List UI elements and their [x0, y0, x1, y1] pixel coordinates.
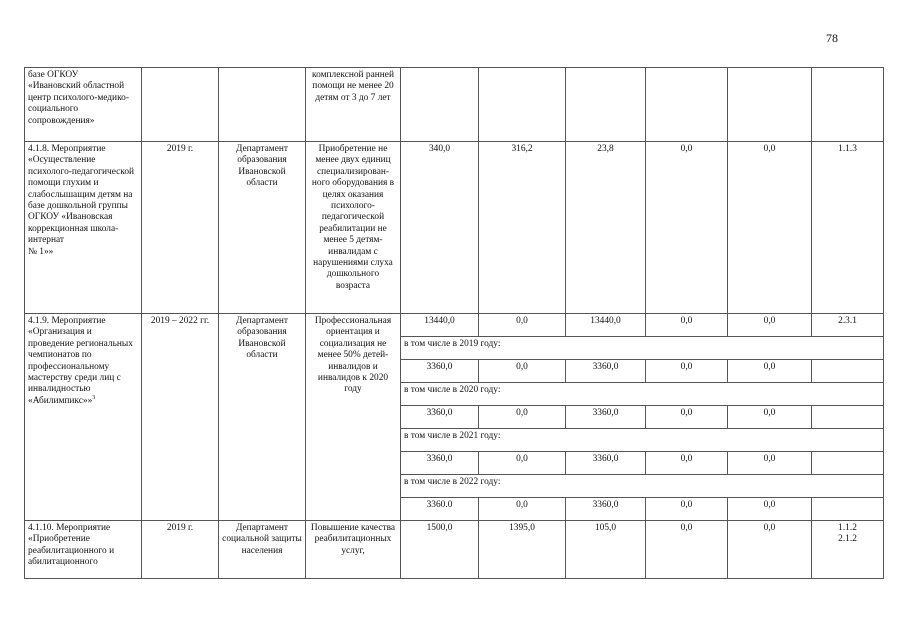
value-cell: 0,0: [646, 452, 728, 475]
value-cell: [646, 68, 728, 142]
code-cell: [812, 68, 884, 142]
table-row: [25, 314, 884, 337]
value-cell: [479, 68, 566, 142]
event-name-cell: 4.1.8. Мероприятие «Осуществление психолого-педагогической помощи глухим и слабослышащим детям на базе дошкольной группы ОГКОУ «Ивановская коррекционная школа-интернат № 1»»: [25, 142, 142, 314]
code-cell: 1.1.3: [812, 142, 884, 314]
value-cell: 0,0: [646, 406, 728, 429]
code-cell: 2.3.1: [812, 314, 884, 337]
year-cell: [142, 68, 219, 142]
event-name-cell: базе ОГКОУ «Ивановский областной центр психолого-медико-социального сопровождения»: [25, 68, 142, 142]
value-cell: 3360,0: [401, 360, 479, 383]
table-row: [25, 142, 884, 314]
value-cell: 23,8: [566, 142, 646, 314]
value-cell: 3360,0: [401, 452, 479, 475]
value-cell: 0,0: [728, 314, 812, 337]
value-cell: 0,0: [728, 452, 812, 475]
code-cell: [812, 498, 884, 521]
value-cell: 0,0: [646, 521, 728, 579]
value-cell: 3360,0: [566, 406, 646, 429]
result-cell: комплексной ранней помощи не менее 20 детям от 3 до 7 лет: [306, 68, 401, 142]
year-subtotal-label: в том числе в 2021 году:: [401, 429, 884, 452]
value-cell: 3360,0: [401, 406, 479, 429]
program-table: [24, 67, 884, 579]
executor-cell: Департамент образования Ивановской области: [219, 314, 306, 521]
value-cell: 1395,0: [479, 521, 566, 579]
value-cell: [401, 68, 479, 142]
value-cell: [566, 68, 646, 142]
footnote-mark: 3: [92, 394, 96, 401]
value-cell: 1500,0: [401, 521, 479, 579]
value-cell: 105,0: [566, 521, 646, 579]
page-number: 78: [826, 31, 838, 45]
code-cell: [812, 452, 884, 475]
table-row: [25, 68, 884, 142]
year-cell: 2019 г.: [142, 142, 219, 314]
table-row: [25, 521, 884, 579]
value-cell: 13440,0: [566, 314, 646, 337]
value-cell: 0,0: [728, 406, 812, 429]
year-cell: 2019 – 2022 гг.: [142, 314, 219, 521]
value-cell: 0,0: [479, 314, 566, 337]
value-cell: 340,0: [401, 142, 479, 314]
value-cell: 0,0: [479, 452, 566, 475]
event-name-cell: [25, 314, 142, 521]
value-cell: 0,0: [646, 314, 728, 337]
value-cell: 0,0: [479, 406, 566, 429]
year-subtotal-label: в том числе в 2019 году:: [401, 337, 884, 360]
event-name-cell: 4.1.10. Мероприятие «Приобретение реабилитационного и абилитационного: [25, 521, 142, 579]
value-cell: 0,0: [479, 360, 566, 383]
value-cell: 3360,0: [566, 498, 646, 521]
value-cell: 0,0: [479, 498, 566, 521]
value-cell: 3360,0: [566, 360, 646, 383]
year-subtotal-label: в том числе в 2020 году:: [401, 383, 884, 406]
event-name-text: 4.1.9. Мероприятие «Организация и проведение региональных чемпионатов по профессиональному мастерству среди лиц с инвалидностью «Абилимпикс»»: [28, 316, 133, 406]
code-cell: 1.1.2 2.1.2: [812, 521, 884, 579]
value-cell: 0,0: [728, 142, 812, 314]
value-cell: 13440,0: [401, 314, 479, 337]
value-cell: [728, 68, 812, 142]
value-cell: 0,0: [728, 498, 812, 521]
code-cell: [812, 406, 884, 429]
result-cell: Повышение качества реабилитационных услуг,: [306, 521, 401, 579]
result-cell: Профессиональная ориентация и социализация не менее 50% детей-инвалидов и инвалидов к 2020 году: [306, 314, 401, 521]
value-cell: 0,0: [646, 498, 728, 521]
value-cell: 3360.0: [401, 498, 479, 521]
result-cell: Приобретение не менее двух единиц специализирован-ного оборудования в целях оказания психолого-педагогической реабилитации не менее 5 детям-инвалидам с нарушениями слуха дошкольного возраста: [306, 142, 401, 314]
value-cell: 0,0: [728, 360, 812, 383]
value-cell: 3360,0: [566, 452, 646, 475]
executor-cell: Департамент образования Ивановской области: [219, 142, 306, 314]
executor-cell: Департамент социальной защиты населения: [219, 521, 306, 579]
value-cell: 0,0: [728, 521, 812, 579]
value-cell: 316,2: [479, 142, 566, 314]
executor-cell: [219, 68, 306, 142]
year-subtotal-label: в том числе в 2022 году:: [401, 475, 884, 498]
year-cell: 2019 г.: [142, 521, 219, 579]
value-cell: 0,0: [646, 142, 728, 314]
code-cell: [812, 360, 884, 383]
value-cell: 0,0: [646, 360, 728, 383]
